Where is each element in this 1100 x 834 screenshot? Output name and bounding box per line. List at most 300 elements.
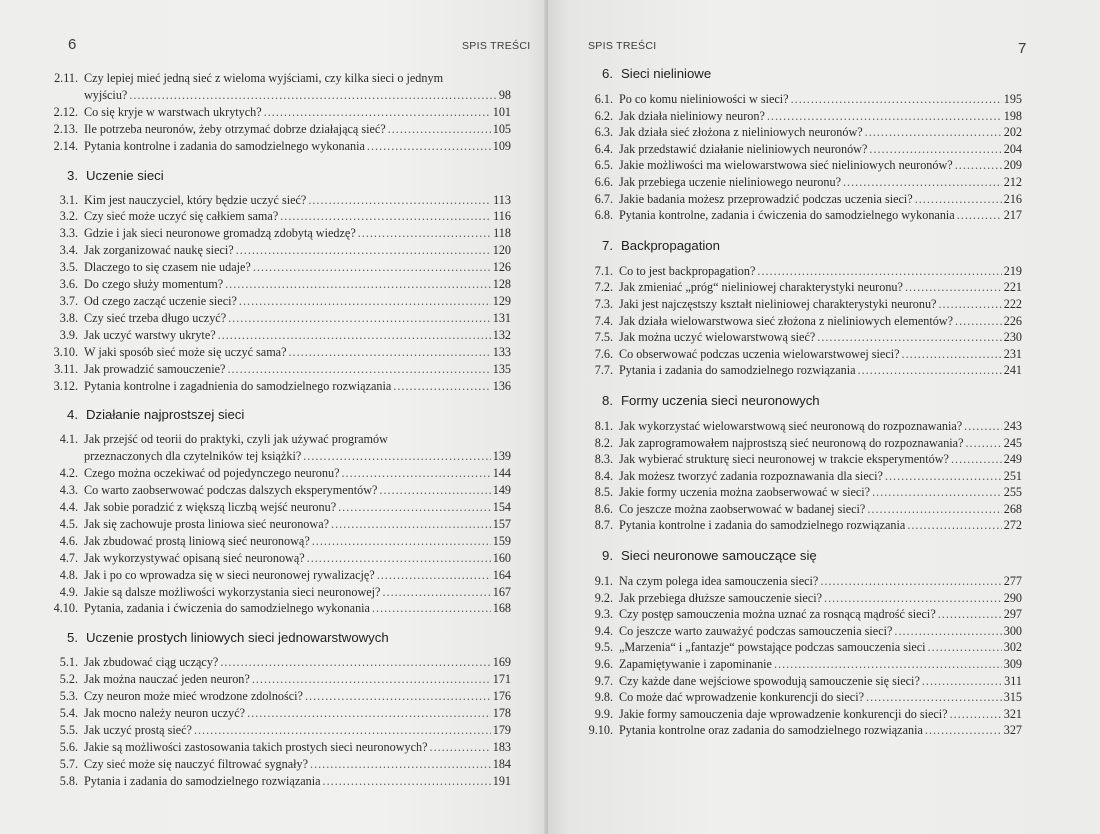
section-title: Jak można nauczać jeden neuron? [84,672,250,687]
page-reference: 321 [1003,706,1022,721]
section-number: 9.7. [594,673,613,688]
chapter-number: 4. [67,407,78,423]
page-reference: 309 [1003,657,1022,672]
section-number: 9.5. [594,640,613,655]
section-title: Czego można oczekiwać od pojedynczego neuronu? [84,466,340,481]
page-reference: 231 [1003,346,1022,361]
section-title: Jak wykorzystać wielowarstwową sieć neuronową do rozpoznawania? [619,418,963,433]
section-number: 6.7. [594,191,613,206]
chapter-title: Formy uczenia sieci neuronowych [621,392,820,408]
page-reference: 126 [492,260,511,275]
toc-entry [586,207,1022,224]
dot-leader [307,550,491,567]
page-reference: 212 [1003,174,1022,189]
toc-entry [51,293,511,310]
section-title: przeznaczonych dla czytelników tej książki? [84,449,302,464]
toc-entry [51,482,511,499]
toc-entry [586,722,1022,739]
dot-leader [869,141,1001,158]
section-title: Jak przebiega dłuższe samouczenie sieci? [619,590,823,605]
dot-leader [966,435,1002,452]
toc-entry [586,590,1022,607]
dot-leader [938,296,1001,313]
chapter-title: Sieci nieliniowe [621,66,712,81]
page-reference: 116 [493,209,511,224]
dot-leader [957,207,1002,224]
page-reference: 290 [1003,590,1022,605]
section-number: 8.7. [594,518,613,533]
toc-entry [586,191,1022,208]
section-title: Do czego służy momentum? [84,277,224,292]
section-title: Czy postęp samouczenia można uznać za rosnącą mądrość sieci? [619,607,936,622]
running-head: SPIS TREŚCI [588,40,657,52]
section-number: 5.4. [59,706,78,721]
dot-leader [955,157,1002,174]
section-number: 4.9. [59,584,78,599]
chapter-heading [51,407,511,422]
chapter-number: 6. [602,66,613,81]
toc-entry [51,533,511,550]
page-reference: 109 [492,138,511,153]
dot-leader [843,174,1002,191]
page-reference: 302 [1003,640,1022,655]
section-number: 4.3. [59,483,78,498]
section-number: 7.5. [594,330,613,345]
dot-leader [310,756,491,773]
section-number: 3.8. [59,310,78,325]
section-title: Co warto zaobserwować podczas dalszych eksperymentów? [84,483,378,498]
section-title: Na czym polega idea samouczenia sieci? [619,574,819,589]
chapter-number: 9. [602,548,613,564]
section-number: 6.2. [594,108,613,123]
toc-entry [51,259,511,276]
section-title: Pytania kontrolne i zadania do samodzielnego wykonania [84,138,365,153]
section-title: Jak przedstawić działanie nieliniowych neuronów? [619,141,868,156]
section-title: Jak wybierać strukturę sieci neuronowej w trakcie eksperymentów? [619,452,949,467]
left-page [0,0,548,834]
section-title: Jakie badania możesz przeprowadzić podczas uczenia sieci? [619,191,913,206]
page-reference: 120 [492,243,511,258]
chapter-title: Backpropagation [621,237,720,253]
toc-entry [51,208,511,225]
toc-entry [586,623,1022,640]
toc-entry [586,296,1022,313]
section-title: Jakie są możliwości zastosowania takich prostych sieci neuronowych? [84,739,428,754]
dot-leader [253,259,491,276]
section-number: 9.6. [594,657,613,672]
section-title: Od czego zacząć uczenie sieci? [84,293,237,308]
chapter-heading [586,393,1022,408]
dot-leader [388,121,491,138]
dot-leader [252,671,491,688]
toc-entry [586,451,1022,468]
section-number: 6.8. [594,208,613,223]
toc-entry [586,501,1022,518]
dot-leader [767,108,1002,125]
section-title: Co jeszcze można zaobserwować w badanej sieci? [619,501,866,516]
toc-entry [586,174,1022,191]
dot-leader [950,706,1002,723]
section-number: 3.7. [59,293,78,308]
toc-entry [586,157,1022,174]
page-reference: 98 [498,87,511,102]
section-title: Czy sieć może uczyć się całkiem sama? [84,209,279,224]
page-reference: 327 [1003,723,1022,738]
section-title: Jak uczyć prostą sieć? [84,723,192,737]
section-number: 3.9. [59,327,78,342]
dot-leader [393,378,490,395]
page-reference: 118 [493,226,511,241]
section-number: 3.6. [59,277,78,292]
chapter-number: 8. [602,392,613,408]
page-reference: 222 [1003,296,1022,311]
section-title: Co może dać wprowadzenie konkurencji do sieci? [619,690,865,705]
dot-leader [865,124,1002,141]
page-reference: 105 [492,121,511,136]
toc-entry [586,279,1022,296]
section-title: Gdzie i jak sieci neuronowe gromadzą zdobytą wiedzę? [84,226,356,241]
page-reference: 277 [1003,574,1022,589]
table-of-contents-left [51,70,511,790]
page-reference: 113 [493,192,511,207]
page-reference: 167 [492,584,511,599]
section-title: Jak można uczyć wielowarstwową sieć? [619,330,816,345]
section-number: 9.2. [594,590,613,605]
toc-entry [586,468,1022,485]
section-title: Jak zorganizować naukę sieci? [84,243,234,258]
page-reference: 209 [1003,158,1022,173]
page-reference: 202 [1003,125,1022,140]
chapter-heading [51,168,511,183]
table-of-contents-right [586,66,1022,739]
section-title: Czy sieć może się nauczyć filtrować sygnały? [84,756,309,771]
dot-leader [430,739,491,756]
section-title: Co się kryje w warstwach ukrytych? [84,104,262,119]
dot-leader [225,276,491,293]
section-number: 4.10. [53,601,78,616]
section-number: 6.6. [594,174,613,189]
page-reference: 101 [492,104,511,119]
toc-entry [51,70,511,104]
section-number: 7.6. [594,346,613,361]
toc-entry [586,124,1022,141]
page-reference: 154 [492,500,511,515]
page-reference: 191 [492,773,511,788]
section-title: Jakie formy samouczenia daje wprowadzenie konkurencji do sieci? [619,706,948,721]
dot-leader [342,465,491,482]
dot-leader [872,484,1002,501]
dot-leader [938,606,1002,623]
page-reference: 132 [492,327,511,342]
toc-entry [586,418,1022,435]
section-title: Dlaczego to się czasem nie udaje? [84,260,251,275]
section-number: 4.7. [59,550,78,565]
page-reference: 144 [492,466,511,481]
dot-leader [308,192,491,209]
section-number: 6.1. [594,92,613,106]
page-reference: 272 [1003,518,1022,533]
page-reference: 241 [1003,363,1022,378]
section-number: 4.8. [59,567,78,582]
section-number: 5.1. [59,655,78,670]
page-reference: 176 [492,689,511,704]
toc-entry [586,484,1022,501]
section-number: 8.2. [594,435,613,450]
section-number: 3.5. [59,260,78,275]
section-title: Ile potrzeba neuronów, żeby otrzymać dobrze działającą sieć? [84,121,386,136]
toc-entry [51,516,511,533]
section-number: 7.2. [594,280,613,295]
dot-leader [955,313,1002,330]
chapter-heading [586,66,1022,81]
toc-entry [586,517,1022,534]
toc-entry [586,656,1022,673]
section-number: 9.4. [594,623,613,638]
page-reference: 159 [492,533,511,548]
section-title: Co obserwować podczas uczenia wielowarstwowej sieci? [619,346,900,361]
section-title: Jak działa sieć złożona z nieliniowych neuronów? [619,125,863,140]
page-reference: 133 [492,344,511,359]
toc-entry [586,346,1022,363]
toc-entry [51,600,511,617]
section-number: 9.1. [594,574,613,589]
section-title: Jakie są dalsze możliwości wykorzystania sieci neuronowej? [84,584,381,599]
running-head: SPIS TREŚCI [462,40,531,52]
toc-entry [51,121,511,138]
section-number: 3.10. [53,344,78,359]
dot-leader [867,501,1001,518]
page-reference: 226 [1003,313,1022,328]
dot-leader [305,688,491,705]
section-title: Jak prowadzić samouczenie? [84,361,226,376]
dot-leader [951,451,1002,468]
section-number: 2.13. [53,121,78,136]
section-number: 6.5. [594,158,613,173]
section-title: Jak przebiega uczenie nieliniowego neuronu? [619,174,841,189]
section-number: 8.1. [594,418,613,433]
toc-entry [51,499,511,516]
section-number: 4.1. [59,432,78,447]
toc-entry [51,465,511,482]
section-title: Jak zaprogramowałem najprostszą sieć neuronową do rozpoznawania? [619,435,964,450]
page-number: 6 [68,36,77,53]
dot-leader [377,567,491,584]
page-number: 7 [1018,40,1027,57]
dot-leader [338,499,491,516]
section-number: 4.2. [59,466,78,481]
toc-entry [51,225,511,242]
section-title: Pytania kontrolne i zadania do samodzielnego rozwiązania [619,518,906,533]
section-title: Jak się zachowuje prosta liniowa sieć neuronowa? [84,516,330,531]
section-number: 6.3. [594,125,613,140]
page-reference: 131 [492,310,511,325]
toc-entry [586,91,1022,108]
page-reference: 268 [1003,501,1022,516]
toc-entry [51,138,511,155]
toc-entry [586,689,1022,706]
toc-entry [51,705,511,722]
section-title: Co to jest backpropagation? [619,263,756,278]
dot-leader [885,468,1002,485]
page-reference: 204 [1003,141,1022,156]
dot-leader [280,208,491,225]
section-number: 5.3. [59,689,78,704]
page-reference: 216 [1003,191,1022,206]
chapter-title: Działanie najprostszej sieci [86,407,245,423]
page-reference: 149 [492,483,511,498]
dot-leader [382,584,490,601]
dot-leader [303,448,490,465]
section-number: 3.11. [54,361,78,376]
dot-leader [791,91,1002,108]
section-number: 5.6. [59,739,78,754]
page-reference: 311 [1004,673,1022,688]
page-reference: 195 [1003,92,1022,106]
section-number: 3.2. [59,209,78,224]
toc-entry [586,141,1022,158]
dot-leader [228,310,491,327]
toc-entry [586,573,1022,590]
dot-leader [964,418,1002,435]
chapter-heading [586,548,1022,563]
page-reference: 230 [1003,330,1022,345]
toc-entry [51,739,511,756]
dot-leader [264,104,491,121]
section-title: Kim jest nauczyciel, który będzie uczyć sieć? [84,192,307,207]
section-number: 3.1. [59,192,78,207]
dot-leader [915,191,1002,208]
section-number: 7.1. [594,263,613,278]
section-title: Jak mocno należy neuron uczyć? [84,706,246,721]
dot-leader [817,329,1001,346]
toc-entry [586,435,1022,452]
section-title: Jak zbudować prostą liniową sieć neuronową? [84,533,310,548]
chapter-heading [51,630,511,645]
dot-leader [907,517,1001,534]
toc-entry [51,242,511,259]
dot-leader [858,362,1002,379]
dot-leader [323,773,491,790]
section-title: Czy sieć trzeba długo uczyć? [84,310,227,325]
dot-leader [928,639,1002,656]
chapter-heading [586,238,1022,253]
section-title: Jak możesz tworzyć zadania rozpoznawania dla sieci? [619,468,883,483]
section-title: Jak zbudować ciąg uczący? [84,655,219,670]
chapter-number: 5. [67,630,78,646]
section-title: „Marzenia“ i „fantazje“ powstające podczas samouczenia sieci [619,640,926,655]
toc-entry [51,378,511,395]
dot-leader [824,590,1002,607]
section-number: 5.7. [59,756,78,771]
section-number: 9.8. [594,690,613,705]
toc-entry [51,192,511,209]
section-number: 3.12. [53,378,78,393]
section-number: 4.6. [59,533,78,548]
page-reference: 179 [492,723,511,737]
section-number: 9.10. [588,723,613,738]
section-title: Jak działa wielowarstwowa sieć złożona z nieliniowych elementów? [619,313,954,328]
section-title: Pytania, zadania i ćwiczenia do samodzielnego wykonania [84,601,370,616]
page-reference: 184 [492,756,511,771]
toc-entry [51,276,511,293]
toc-entry [586,362,1022,379]
page-reference: 136 [492,378,511,393]
section-title: Po co komu nieliniowości w sieci? [619,92,789,106]
dot-leader [925,722,1002,739]
toc-entry [586,263,1022,280]
page-reference: 168 [492,601,511,616]
dot-leader [220,654,490,671]
page-reference: 315 [1003,690,1022,705]
toc-entry [586,108,1022,125]
dot-leader [218,327,491,344]
toc-entry [51,431,511,465]
section-number: 4.4. [59,500,78,515]
toc-entry [51,550,511,567]
section-number: 2.11. [54,71,78,85]
section-title: Jak działa nieliniowy neuron? [619,108,765,123]
dot-leader [236,242,491,259]
section-title: Jak zmieniać „próg“ nieliniowej charakterystyki neuronu? [619,280,903,295]
toc-entry [51,756,511,773]
section-title: Pytania i zadania do samodzielnego rozwiązania [619,363,856,378]
section-number: 5.8. [59,773,78,788]
section-title: Co jeszcze warto zauważyć podczas samouczenia sieci? [619,623,893,638]
page-reference: 243 [1003,418,1022,433]
section-number: 3.3. [59,226,78,241]
section-number: 5.5. [59,723,78,737]
section-title: Pytania kontrolne, zadania i ćwiczenia do samodzielnego wykonania [619,208,955,223]
section-number: 8.3. [594,452,613,467]
toc-entry [51,671,511,688]
section-number: 4.5. [59,516,78,531]
toc-entry [51,327,511,344]
toc-entry [51,773,511,790]
toc-entry [51,567,511,584]
page-reference: 139 [492,449,511,464]
dot-leader [866,689,1002,706]
dot-leader [358,225,491,242]
page-reference: 171 [492,672,511,687]
section-title: Pytania kontrolne oraz zadania do samodzielnego rozwiązania [619,723,923,738]
page-reference: 245 [1003,435,1022,450]
dot-leader [774,656,1002,673]
page-reference: 251 [1003,468,1022,483]
dot-leader [239,293,491,310]
page-reference: 297 [1003,607,1022,622]
dot-leader [331,516,491,533]
toc-entry [51,310,511,327]
section-number: 7.4. [594,313,613,328]
dot-leader [372,600,491,617]
dot-leader [905,279,1002,296]
dot-leader [247,705,491,722]
toc-entry [586,706,1022,723]
toc-entry [586,329,1022,346]
section-number: 5.2. [59,672,78,687]
page-reference: 221 [1003,280,1022,295]
page-reference: 300 [1003,623,1022,638]
section-title: Jak uczyć warstwy ukryte? [84,327,216,342]
dot-leader [820,573,1001,590]
toc-entry [586,606,1022,623]
page-reference: 178 [492,706,511,721]
section-title: Czy neuron może mieć wrodzone zdolności? [84,689,303,704]
toc-entry [586,673,1022,690]
page-reference: 183 [492,739,511,754]
page-reference: 135 [492,361,511,376]
dot-leader [902,346,1002,363]
